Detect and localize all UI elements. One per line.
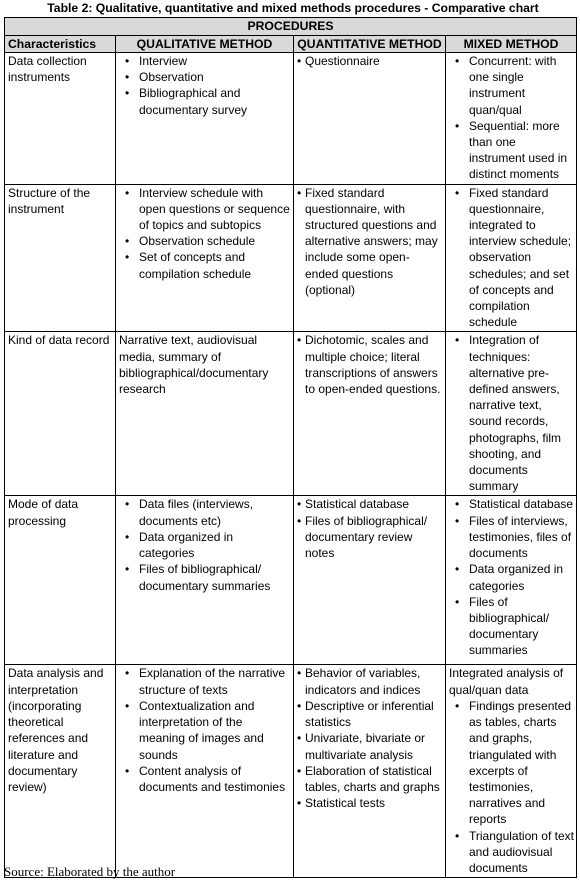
comparative-table — [4, 17, 577, 878]
table-row — [5, 496, 577, 665]
bullet-list — [119, 185, 291, 282]
table-row — [5, 332, 577, 496]
column-header-quantitative: QUANTITATIVE METHOD — [294, 36, 446, 53]
table-body — [5, 53, 577, 878]
qualitative-cell — [116, 53, 294, 185]
list-item: • Explanation of the narrative structure of texts — [119, 665, 291, 697]
list-item: • Triangulation of text and audiovisual documents — [449, 828, 574, 877]
list-item: • Data files (interviews, documents etc) — [119, 496, 291, 528]
column-header-characteristics: Characteristics — [5, 36, 116, 53]
column-header-mixed: MIXED METHOD — [446, 36, 577, 53]
cell-text: Narrative text, audiovisual media, summary of bibliographical/documentary research — [119, 333, 269, 397]
list-item: • Content analysis of documents and testimonies — [119, 763, 291, 795]
bullet-list — [449, 698, 574, 876]
qualitative-cell — [116, 665, 294, 878]
mixed-cell — [446, 496, 577, 665]
list-item: • Sequential: more than one instrument used in distinct moments — [449, 118, 574, 183]
source-note: Source: Elaborated by the author — [4, 864, 176, 879]
column-header-qualitative: QUALITATIVE METHOD — [116, 36, 294, 53]
bullet-list — [297, 496, 443, 561]
bullet-list — [449, 185, 574, 331]
list-item: • Bibliographical and documentary survey — [119, 85, 291, 117]
list-item: • Dichotomic, scales and multiple choice; literal transcriptions of answers to open-ended questions. — [297, 332, 443, 397]
list-item: • Fixed standard questionnaire, integrated to interview schedule; observation schedules; and set of concepts and compilation schedule — [449, 185, 574, 331]
bullet-list — [119, 496, 291, 593]
list-item: • Behavior of variables, indicators and indices — [297, 665, 443, 697]
list-item: • Observation — [119, 69, 291, 85]
table-title: Table 2: Qualitative, quantitative and mixed methods procedures - Comparative chart — [47, 1, 539, 15]
quantitative-cell — [294, 496, 446, 665]
qualitative-cell — [116, 184, 294, 332]
list-item: • Files of bibliographical/ documentary summaries — [119, 561, 291, 593]
list-item: • Data organized in categories — [119, 529, 291, 561]
characteristic-cell: Kind of data record — [5, 332, 116, 496]
list-item: • Findings presented as tables, charts and graphs, triangulated with excerpts of testimonies, narratives and reports — [449, 698, 574, 828]
procedures-header-row — [5, 18, 577, 36]
list-item: • Descriptive or inferential statistics — [297, 698, 443, 730]
list-item: • Integration of techniques: alternative pre-defined answers, narrative text, sound records, photographs, film shooting, and documents summary — [449, 332, 574, 494]
list-item: • Observation schedule — [119, 233, 291, 249]
list-item: • Statistical database — [297, 496, 443, 512]
quantitative-cell — [294, 184, 446, 332]
table-row — [5, 665, 577, 878]
bullet-list — [297, 665, 443, 811]
quantitative-cell — [294, 665, 446, 878]
column-header-row — [5, 36, 577, 53]
qualitative-cell — [116, 332, 294, 496]
mixed-cell — [446, 53, 577, 185]
mixed-cell — [446, 665, 577, 878]
list-item: • Univariate, bivariate or multivariate analysis — [297, 730, 443, 762]
table-row — [5, 53, 577, 185]
bullet-list — [119, 53, 291, 118]
mixed-cell — [446, 184, 577, 332]
list-item: • Fixed standard questionnaire, with structured questions and alternative answers; may include some open-ended questions (optional) — [297, 185, 443, 298]
bullet-list — [297, 53, 443, 69]
bullet-list — [449, 332, 574, 494]
list-item: • Data organized in categories — [449, 561, 574, 593]
list-item: • Statistical database — [449, 496, 574, 512]
list-item: • Interview schedule with open questions or sequence of topics and subtopics — [119, 185, 291, 234]
qualitative-cell — [116, 496, 294, 665]
characteristic-cell: Data analysis and interpretation (incorporating theoretical references and literature and documentary review) — [5, 665, 116, 878]
bullet-list — [119, 665, 291, 795]
quantitative-cell — [294, 53, 446, 185]
bullet-list — [297, 185, 443, 298]
characteristic-cell: Data collection instruments — [5, 53, 116, 185]
procedures-header: PROCEDURES — [5, 18, 577, 36]
mixed-cell — [446, 332, 577, 496]
list-item: • Files of interviews, testimonies, files of documents — [449, 513, 574, 562]
list-item: • Elaboration of statistical tables, charts and graphs — [297, 763, 443, 795]
bullet-list — [297, 332, 443, 397]
list-item: • Concurrent: with one single instrument quan/qual — [449, 53, 574, 118]
list-item: • Interview — [119, 53, 291, 69]
list-item: • Files of bibliographical/ documentary summaries — [449, 594, 574, 659]
list-item: • Files of bibliographical/ documentary review notes — [297, 513, 443, 562]
list-item: • Questionnaire — [297, 53, 443, 69]
bullet-list — [449, 496, 574, 658]
characteristic-cell: Structure of the instrument — [5, 184, 116, 332]
list-item: • Statistical tests — [297, 795, 443, 811]
table-row — [5, 184, 577, 332]
characteristic-cell: Mode of data processing — [5, 496, 116, 665]
quantitative-cell — [294, 332, 446, 496]
bullet-list — [449, 53, 574, 183]
list-item: • Set of concepts and compilation schedule — [119, 249, 291, 281]
cell-text: Integrated analysis of qual/quan data — [449, 666, 564, 697]
list-item: • Contextualization and interpretation of the meaning of images and sounds — [119, 698, 291, 763]
